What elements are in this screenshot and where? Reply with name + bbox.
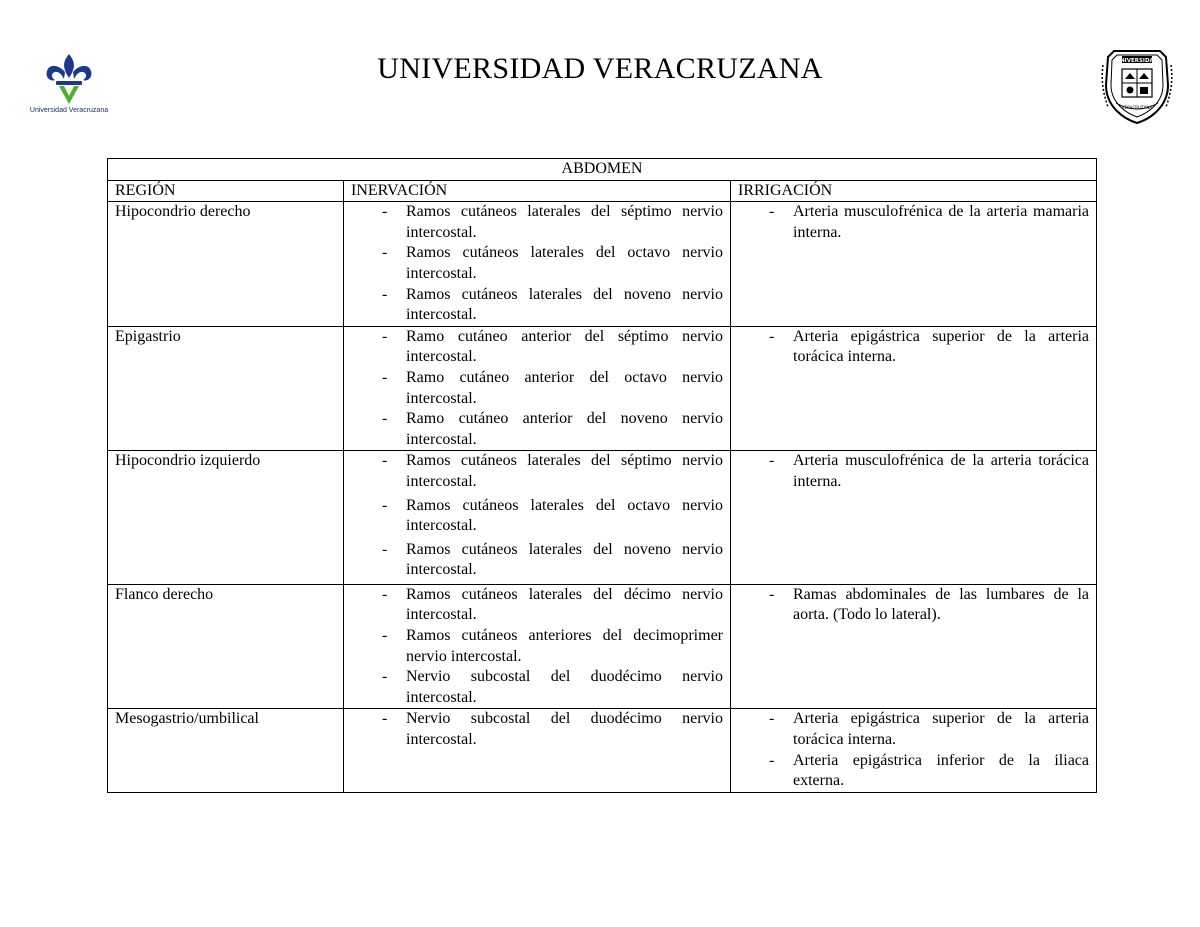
- irrigacion-cell: [731, 202, 1097, 327]
- table-caption: ABDOMEN: [108, 159, 1097, 181]
- region-cell: Mesogastrio/umbilical: [108, 709, 344, 792]
- list-item: - Arteria musculofrénica de la arteria torácica interna.: [738, 451, 1089, 492]
- list-item: - Ramos cutáneos laterales del octavo nervio intercostal.: [351, 496, 723, 537]
- region-cell: Hipocondrio izquierdo: [108, 451, 344, 585]
- list-item: - Nervio subcostal del duodécimo nervio intercostal.: [351, 709, 723, 750]
- table-row: [108, 451, 1097, 585]
- list-item: - Nervio subcostal del duodécimo nervio intercostal.: [351, 667, 723, 708]
- table-caption-row: [108, 159, 1097, 181]
- region-cell: Epigastrio: [108, 326, 344, 451]
- irrigacion-cell: [731, 451, 1097, 585]
- list-item: - Ramos cutáneos anteriores del decimoprimer nervio intercostal.: [351, 626, 723, 667]
- region-cell: Hipocondrio derecho: [108, 202, 344, 327]
- list-item: - Ramos cutáneos laterales del noveno nervio intercostal.: [351, 285, 723, 326]
- list-item: - Ramos cutáneos laterales del séptimo nervio intercostal.: [351, 451, 723, 492]
- list-item: - Ramos cutáneos laterales del séptimo nervio intercostal.: [351, 202, 723, 243]
- inervacion-cell: [344, 709, 731, 792]
- table-row: [108, 326, 1097, 451]
- header-irrigacion: IRRIGACIÓN: [731, 180, 1097, 202]
- header-inervacion: INERVACIÓN: [344, 180, 731, 202]
- inervacion-cell: [344, 584, 731, 709]
- inervacion-cell: [344, 451, 731, 585]
- page-title: UNIVERSIDAD VERACRUZANA: [377, 52, 823, 85]
- list-item: - Ramos cutáneos laterales del octavo nervio intercostal.: [351, 243, 723, 284]
- region-cell: Flanco derecho: [108, 584, 344, 709]
- list-item: - Ramos cutáneos laterales del décimo nervio intercostal.: [351, 585, 723, 626]
- list-item: - Ramo cutáneo anterior del séptimo nervio intercostal.: [351, 327, 723, 368]
- list-item: - Ramo cutáneo anterior del octavo nervio intercostal.: [351, 368, 723, 409]
- table-row: [108, 202, 1097, 327]
- svg-text:UNIVERSIDAD: UNIVERSIDAD: [1115, 58, 1159, 64]
- list-item: - Ramas abdominales de las lumbares de la aorta. (Todo lo lateral).: [738, 585, 1089, 626]
- abdomen-table: [107, 158, 1097, 793]
- irrigacion-cell: [731, 709, 1097, 792]
- svg-text:VERACRUZANA: VERACRUZANA: [1121, 105, 1153, 110]
- list-item: - Arteria epigástrica superior de la arteria torácica interna.: [738, 709, 1089, 750]
- irrigacion-cell: [731, 584, 1097, 709]
- header-region: REGIÓN: [108, 180, 344, 202]
- inervacion-cell: [344, 202, 731, 327]
- list-item: - Arteria musculofrénica de la arteria mamaria interna.: [738, 202, 1089, 243]
- table-row: [108, 584, 1097, 709]
- table-row: [108, 709, 1097, 792]
- inervacion-cell: [344, 326, 731, 451]
- university-seal-icon: [1100, 45, 1174, 125]
- logo-caption: Universidad Veracruzana: [29, 107, 109, 114]
- list-item: - Ramos cutáneos laterales del noveno nervio intercostal.: [351, 540, 723, 581]
- list-item: - Arteria epigástrica superior de la arteria torácica interna.: [738, 327, 1089, 368]
- irrigacion-cell: [731, 326, 1097, 451]
- list-item: - Arteria epigástrica inferior de la iliaca externa.: [738, 751, 1089, 792]
- table-header-row: [108, 180, 1097, 202]
- list-item: - Ramo cutáneo anterior del noveno nervio intercostal.: [351, 409, 723, 450]
